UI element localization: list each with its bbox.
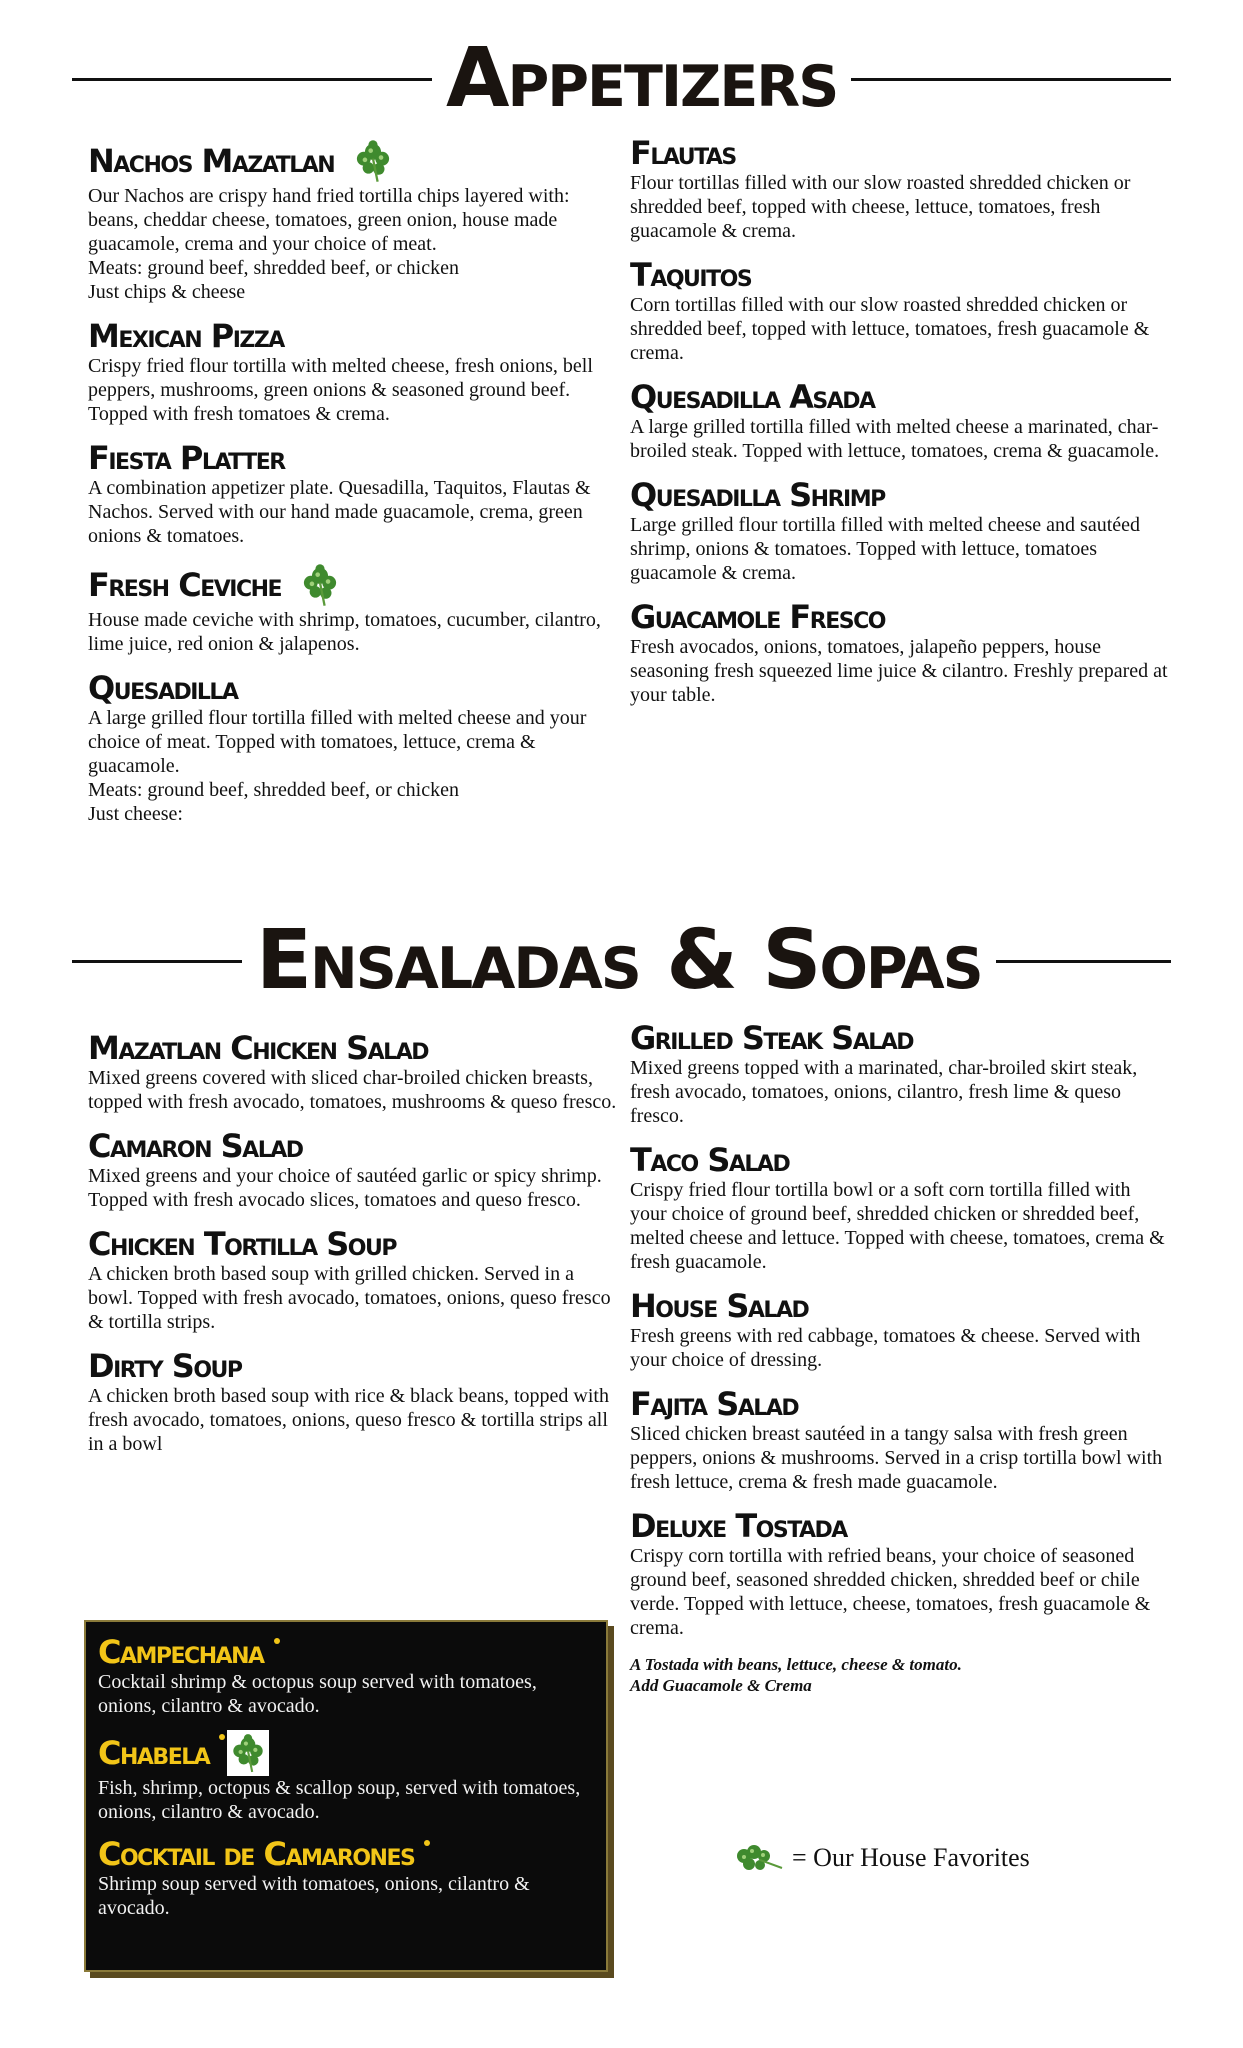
item-desc: A large grilled tortilla filled with melted cheese a marinated, char-broiled steak. Topped with lettuce, tomatoes, crema & guacamole. <box>630 416 1160 462</box>
header-rule-right <box>851 78 1171 81</box>
item-name: Camaron Salad <box>88 1127 303 1165</box>
item-name: Campechana <box>98 1633 264 1671</box>
legend-text: = Our House Favorites <box>792 1843 1030 1872</box>
item-desc: Fish, shrimp, octopus & scallop soup, served with tomatoes, onions, cilantro & avocado. <box>98 1777 581 1823</box>
item-desc: A large grilled flour tortilla filled with melted cheese and your choice of meat. Topped with tomatoes, lettuce, crema & guacamole. <box>88 707 587 777</box>
menu-item <box>88 1128 623 1212</box>
ensaladas-header <box>0 913 1243 1008</box>
item-name: Chicken Tortilla Soup <box>88 1225 396 1263</box>
menu-item <box>88 562 623 656</box>
cilantro-icon <box>730 1838 786 1878</box>
item-name: Quesadilla Shrimp <box>630 476 885 514</box>
tostada-note-line1: A Tostada with beans, lettuce, cheese & tomato. <box>630 1655 962 1674</box>
header-rule-left <box>72 78 432 81</box>
item-meats: Meats: ground beef, shredded beef, or chicken <box>88 779 459 801</box>
item-desc: Cocktail shrimp & octopus soup served with tomatoes, onions, cilantro & avocado. <box>98 1671 537 1717</box>
item-desc: Crispy corn tortilla with refried beans, your choice of seasoned ground beef, seasoned shredded chicken, shredded beef or chile verde. Topped with lettuce, cheese, tomatoes, fresh guacamole & crema. <box>630 1545 1151 1639</box>
item-name: Taquitos <box>630 256 752 294</box>
menu-item <box>88 670 623 826</box>
ensaladas-right-column <box>630 1020 1170 1696</box>
cilantro-icon <box>297 562 343 608</box>
menu-item <box>630 1386 1170 1494</box>
item-name: Fajita Salad <box>630 1385 799 1423</box>
item-name: Deluxe Tostada <box>630 1507 847 1545</box>
menu-item <box>88 1030 623 1114</box>
menu-item <box>630 1020 1170 1128</box>
tostada-note-line2: Add Guacamole & Crema <box>630 1676 812 1695</box>
item-desc: Fresh greens with red cabbage, tomatoes & cheese. Served with your choice of dressing. <box>630 1325 1141 1371</box>
item-desc: Crispy fried flour tortilla with melted cheese, fresh onions, bell peppers, mushrooms, green onions & seasoned ground beef. Topped with fresh tomatoes & crema. <box>88 355 593 425</box>
header-rule-left <box>72 960 242 963</box>
menu-item <box>630 135 1170 243</box>
item-option: Just cheese: <box>88 803 183 825</box>
menu-item <box>98 1634 594 1718</box>
menu-item <box>630 1508 1170 1640</box>
item-desc: Mixed greens and your choice of sautéed garlic or spicy shrimp. Topped with fresh avocado slices, tomatoes and queso fresco. <box>88 1165 602 1211</box>
bullet-dot <box>219 1734 225 1740</box>
item-name: Grilled Steak Salad <box>630 1019 914 1057</box>
item-name: House Salad <box>630 1287 809 1325</box>
item-desc: Our Nachos are crispy hand fried tortilla chips layered with: beans, cheddar cheese, tomatoes, green onion, house made guacamole, crema and your choice of meat. <box>88 185 570 255</box>
item-desc: Sliced chicken breast sautéed in a tangy salsa with fresh green peppers, onions & mushrooms. Served in a crisp tortilla bowl with fresh lettuce, crema & fresh made guacamole. <box>630 1423 1163 1493</box>
item-desc: House made ceviche with shrimp, tomatoes, cucumber, cilantro, lime juice, red onion & jalapenos. <box>88 609 601 655</box>
bullet-dot <box>274 1638 280 1644</box>
item-desc: Corn tortillas filled with our slow roasted shredded chicken or shredded beef, topped with lettuce, tomatoes, fresh guacamole & crema. <box>630 294 1150 364</box>
ensaladas-left-column <box>88 1030 623 1470</box>
item-name: Nachos Mazatlan <box>88 142 335 180</box>
item-name: Mazatlan Chicken Salad <box>88 1029 428 1067</box>
menu-item <box>630 1142 1170 1274</box>
cilantro-icon <box>227 1730 269 1776</box>
menu-item <box>630 257 1170 365</box>
item-name: Fiesta Platter <box>88 439 285 477</box>
menu-item <box>630 477 1170 585</box>
tostada-note <box>630 1654 1170 1696</box>
item-name: Mexican Pizza <box>88 317 284 355</box>
item-desc: A chicken broth based soup with rice & black beans, topped with fresh avocado, tomatoes, onions, queso fresco & tortilla strips all in a bowl <box>88 1385 609 1455</box>
appetizers-title: Appetizers <box>446 31 838 126</box>
cilantro-icon <box>350 138 396 184</box>
item-name: Dirty Soup <box>88 1347 242 1385</box>
item-name: Chabela <box>98 1734 210 1772</box>
menu-item <box>630 1288 1170 1372</box>
menu-item <box>98 1836 594 1920</box>
menu-item <box>88 1348 623 1456</box>
menu-item <box>88 138 623 304</box>
menu-item <box>98 1730 594 1824</box>
item-name: Cocktail de Camarones <box>98 1835 415 1873</box>
item-desc: Flour tortillas filled with our slow roasted shredded chicken or shredded beef, topped with cheese, lettuce, tomatoes, fresh guacamole & crema. <box>630 172 1131 242</box>
favorites-legend <box>730 1838 1030 1878</box>
item-name: Flautas <box>630 134 736 172</box>
item-desc: A chicken broth based soup with grilled chicken. Served in a bowl. Topped with fresh avocado, tomatoes, onions, queso fresco & tortilla strips. <box>88 1263 611 1333</box>
menu-item <box>630 379 1170 463</box>
seafood-soups-box <box>84 1620 608 1972</box>
menu-item <box>88 440 623 548</box>
item-name: Quesadilla Asada <box>630 378 875 416</box>
header-rule-right <box>996 960 1171 963</box>
item-desc: Fresh avocados, onions, tomatoes, jalapeño peppers, house seasoning fresh squeezed lime juice & cilantro. Freshly prepared at your table. <box>630 636 1168 706</box>
item-name: Fresh Ceviche <box>88 566 282 604</box>
item-desc: Mixed greens topped with a marinated, char-broiled skirt steak, fresh avocado, tomatoes, onions, cilantro, fresh lime & queso fresco. <box>630 1057 1138 1127</box>
menu-item <box>630 599 1170 707</box>
item-desc: Crispy fried flour tortilla bowl or a soft corn tortilla filled with your choice of ground beef, shredded chicken or shredded beef, melted cheese and lettuce. Topped with cheese, tomatoes, crema & fresh guacamole. <box>630 1179 1165 1273</box>
item-meats: Meats: ground beef, shredded beef, or chicken <box>88 257 459 279</box>
item-desc: Shrimp soup served with tomatoes, onions, cilantro & avocado. <box>98 1873 530 1919</box>
item-desc: Large grilled flour tortilla filled with melted cheese and sautéed shrimp, onions & tomatoes. Topped with lettuce, tomatoes guacamole & crema. <box>630 514 1140 584</box>
menu-item <box>88 1226 623 1334</box>
appetizers-header <box>0 31 1243 126</box>
ensaladas-title: Ensaladas & Sopas <box>256 913 982 1008</box>
item-name: Taco Salad <box>630 1141 790 1179</box>
item-desc: A combination appetizer plate. Quesadilla, Taquitos, Flautas & Nachos. Served with our hand made guacamole, crema, green onions & tomatoes. <box>88 477 591 547</box>
appetizers-right-column <box>630 135 1170 721</box>
bullet-dot <box>424 1840 430 1846</box>
item-desc: Mixed greens covered with sliced char-broiled chicken breasts, topped with fresh avocado, tomatoes, mushrooms & queso fresco. <box>88 1067 617 1113</box>
appetizers-left-column <box>88 138 623 840</box>
item-option: Just chips & cheese <box>88 281 246 303</box>
menu-item <box>88 318 623 426</box>
item-name: Guacamole Fresco <box>630 598 885 636</box>
item-name: Quesadilla <box>88 669 238 707</box>
